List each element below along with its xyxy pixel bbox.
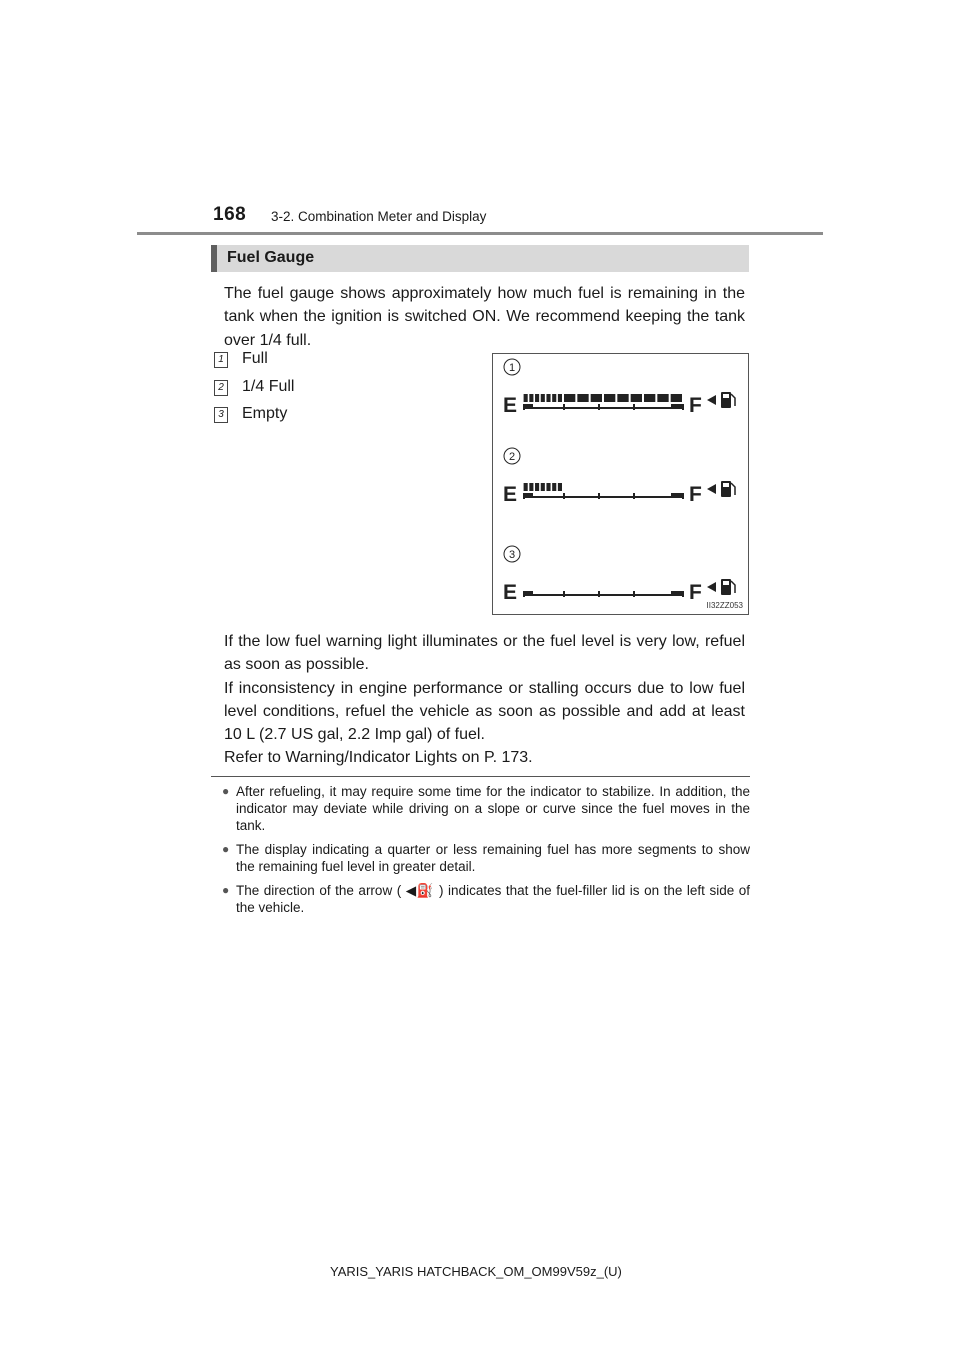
fuel-segment (671, 394, 682, 402)
low-fuel-paragraph: If the low fuel warning light illuminates or the fuel level is very low, refuel as soon as possible. (224, 633, 745, 674)
gauge-baseline (523, 594, 683, 596)
gauge-tick (633, 591, 635, 597)
legend-number: 1 (214, 352, 228, 368)
legend-label: Full (242, 350, 268, 367)
fuel-segment (552, 394, 556, 402)
left-arrow-icon (707, 484, 716, 494)
fuel-gauge-illustration (493, 354, 748, 614)
empty-end-block (523, 493, 533, 498)
note-text: The direction of the arrow ( ◀⛽ ) indicates that the fuel-filler lid is on the left side of the vehicle. (236, 883, 750, 915)
fuel-pump-window (723, 394, 729, 398)
fuel-segment (535, 483, 539, 491)
bullet-icon: ● (222, 842, 230, 856)
legend-number: 3 (214, 407, 228, 423)
section-heading: Fuel Gauge (227, 249, 315, 266)
empty-label: E (503, 483, 518, 506)
full-end-block (671, 493, 683, 498)
gauge-tick (598, 404, 600, 410)
fuel-segment (657, 394, 668, 402)
fuel-segment (617, 394, 628, 402)
fuel-segment (591, 394, 602, 402)
fuel-segment (535, 394, 539, 402)
note-item (222, 783, 750, 834)
legend-label: Empty (242, 405, 288, 422)
left-arrow-icon (707, 582, 716, 592)
page-number: 168 (213, 204, 247, 225)
note-item (222, 841, 750, 875)
fuel-pump-hose (731, 394, 735, 406)
fuel-segment (541, 394, 545, 402)
fuel-segment (524, 483, 528, 491)
gauge-baseline (523, 496, 683, 498)
gauge-tick (598, 591, 600, 597)
empty-end-block (523, 404, 533, 409)
bullet-icon: ● (222, 784, 230, 798)
gauge-number: 3 (508, 549, 516, 561)
fuel-segment (631, 394, 642, 402)
bullet-icon: ● (222, 883, 230, 897)
full-label: F (689, 483, 702, 506)
fuel-segment (558, 483, 562, 491)
section-heading-bar (211, 245, 749, 272)
fuel-segment (552, 483, 556, 491)
note-text: After refueling, it may require some time for the indicator to stabilize. In addition, the indicator may deviate while driving on a slope or curve since the fuel moves in the tank. (236, 784, 750, 833)
gauge-tick (563, 493, 565, 499)
empty-label: E (503, 581, 518, 604)
full-end-block (671, 591, 683, 596)
fuel-pump-window (723, 581, 729, 585)
gauge-tick (563, 404, 565, 410)
fuel-segment (524, 394, 528, 402)
gauge-tick (633, 404, 635, 410)
left-arrow-icon (707, 395, 716, 405)
fuel-segment (644, 394, 655, 402)
gauge-tick (598, 493, 600, 499)
fuel-gauge-figure (492, 353, 749, 615)
full-end-block (671, 404, 683, 409)
fuel-segment (529, 483, 533, 491)
legend-label: 1/4 Full (242, 378, 295, 395)
refuel-paragraph: If inconsistency in engine performance or stalling occurs due to low fuel level conditions, refuel the vehicle as soon as possible and add at least 10 L (2.7 US gal, 2.2 Imp gal) of fuel. (224, 679, 745, 744)
figure-code: II32ZZ053 (706, 601, 743, 610)
fuel-segment (541, 483, 545, 491)
fuel-segment (604, 394, 615, 402)
fuel-segment (546, 394, 550, 402)
section-title: 3-2. Combination Meter and Display (271, 209, 487, 224)
fuel-segment (529, 394, 533, 402)
note-item (222, 882, 750, 916)
footer-code: YARIS_YARIS HATCHBACK_OM_OM99V59z_(U) (330, 1264, 622, 1279)
gauge-tick (633, 493, 635, 499)
full-label: F (689, 394, 702, 417)
fuel-pump-hose (731, 581, 735, 593)
note-text: The display indicating a quarter or less remaining fuel has more segments to show the remaining fuel level in greater detail. (236, 842, 750, 874)
empty-label: E (503, 394, 518, 417)
gauge-tick (563, 591, 565, 597)
fuel-segment (564, 394, 575, 402)
gauge-number: 1 (508, 362, 516, 374)
legend-number: 2 (214, 380, 228, 396)
fuel-pump-window (723, 483, 729, 487)
empty-end-block (523, 591, 533, 596)
intro-paragraph: The fuel gauge shows approximately how much fuel is remaining in the tank when the ignition is switched ON. We recommend keeping the tank over 1/4 full. (224, 285, 745, 349)
body-paragraphs (224, 630, 745, 770)
fuel-segment (546, 483, 550, 491)
note-divider (211, 776, 750, 777)
reference-paragraph: Refer to Warning/Indicator Lights on P. 173. (224, 749, 533, 767)
fuel-segment (577, 394, 588, 402)
fuel-segment (558, 394, 562, 402)
gauge-number: 2 (508, 451, 516, 463)
gauge-baseline (523, 407, 683, 409)
header-rule (137, 232, 823, 235)
full-label: F (689, 581, 702, 604)
fuel-pump-hose (731, 483, 735, 495)
